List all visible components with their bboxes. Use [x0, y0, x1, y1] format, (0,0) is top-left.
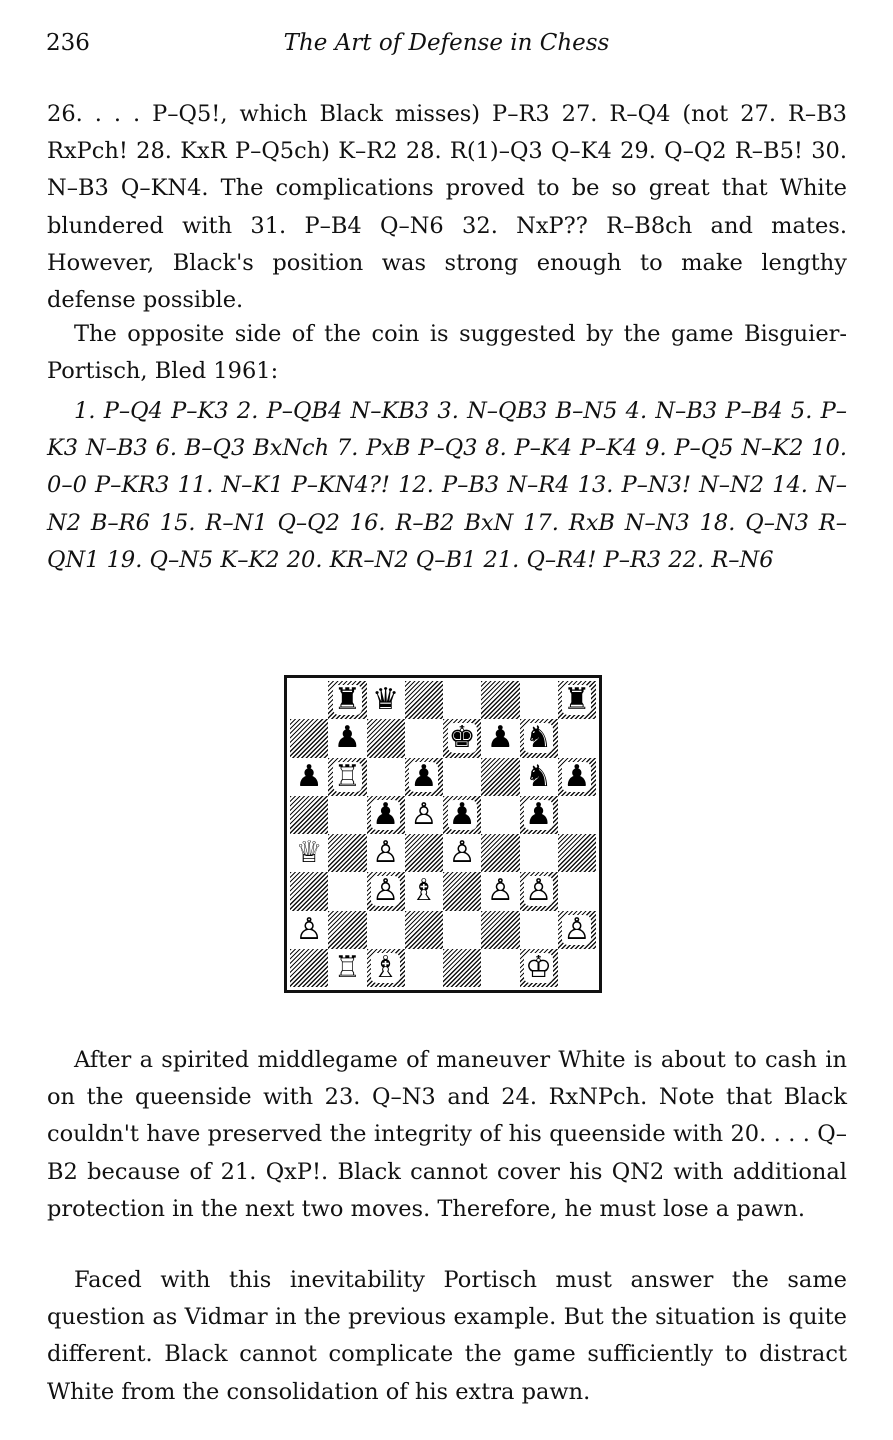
chess-diagram	[284, 675, 602, 993]
white-pawn-icon: ♙	[486, 873, 514, 909]
board-square	[558, 911, 596, 949]
black-queen-icon: ♛	[372, 682, 400, 718]
board-square	[520, 758, 558, 796]
board-square	[328, 681, 366, 719]
board-square	[290, 796, 328, 834]
board-square	[481, 796, 519, 834]
board-square	[328, 949, 366, 987]
black-pawn-icon: ♟	[486, 720, 514, 756]
board-square	[328, 872, 366, 910]
board-square	[405, 834, 443, 872]
board-square	[443, 681, 481, 719]
paragraph-intro-bisguier-portisch: The opposite side of the coin is suggested by the game Bisguier-Portisch, Bled 1961:	[47, 321, 847, 385]
board-square	[290, 834, 328, 872]
board-square	[558, 949, 596, 987]
white-pawn-icon: ♙	[372, 873, 400, 909]
board-square	[520, 911, 558, 949]
white-pawn-icon: ♙	[563, 911, 591, 947]
board-square	[290, 758, 328, 796]
board-square	[558, 719, 596, 757]
black-rook-icon: ♜	[563, 682, 591, 718]
board-square	[367, 911, 405, 949]
board-square	[405, 949, 443, 987]
black-knight-icon: ♞	[525, 720, 553, 756]
black-pawn-icon: ♟	[372, 796, 400, 832]
board-square	[367, 719, 405, 757]
board-square	[481, 719, 519, 757]
board-square	[520, 834, 558, 872]
black-rook-icon: ♜	[333, 682, 361, 718]
board-square	[481, 834, 519, 872]
black-pawn-icon: ♟	[295, 758, 323, 794]
page-number: 236	[46, 30, 90, 56]
board-square	[290, 719, 328, 757]
white-rook-icon: ♖	[333, 758, 361, 794]
board-square	[367, 872, 405, 910]
paragraph-game-annotation: 26. . . . P–Q5!, which Black misses) P–R3 27. R–Q4 (not 27. R–B3 RxPch! 28. KxR P–Q5ch) K–R2 28. R(1)–Q3 Q–K4 29. Q–Q2 R–B5! 30. N–B3 Q–KN4. The complications proved to be so great that White blundered with 31. P–B4 Q–N6 32. NxP?? R–B8ch and mates. However, Black's position was strong enough to make lengthy defense possible.	[47, 101, 847, 314]
board-square	[443, 834, 481, 872]
board-square	[481, 872, 519, 910]
board-square	[558, 796, 596, 834]
white-king-icon: ♔	[525, 949, 553, 985]
board-square	[481, 681, 519, 719]
board-square	[405, 796, 443, 834]
board-square	[443, 758, 481, 796]
black-pawn-icon: ♟	[525, 796, 553, 832]
black-pawn-icon: ♟	[410, 758, 438, 794]
white-queen-icon: ♕	[295, 835, 323, 871]
board-square	[367, 834, 405, 872]
white-pawn-icon: ♙	[372, 835, 400, 871]
board-square	[290, 872, 328, 910]
board-square	[520, 872, 558, 910]
board-square	[520, 949, 558, 987]
board-square	[443, 949, 481, 987]
board-square	[405, 911, 443, 949]
board-square	[443, 872, 481, 910]
white-rook-icon: ♖	[333, 949, 361, 985]
black-king-icon: ♚	[448, 720, 476, 756]
board-square	[367, 949, 405, 987]
white-pawn-icon: ♙	[525, 873, 553, 909]
board-square	[481, 911, 519, 949]
board-square	[328, 758, 366, 796]
board-square	[558, 834, 596, 872]
move-list: 1. P–Q4 P–K3 2. P–QB4 N–KB3 3. N–QB3 B–N5 4. N–B3 P–B4 5. P–K3 N–B3 6. B–Q3 BxNch 7. PxB P–Q3 8. P–K4 P–K4 9. P–Q5 N–K2 10. 0–0 P–KR3 11. N–K1 P–KN4?! 12. P–B3 N–R4 13. P–N3! N–N2 14. N–N2 B–R6 15. R–N1 Q–Q2 16. R–B2 BxN 17. RxB N–N3 18. Q–N3 R–QN1 19. Q–N5 K–K2 20. KR–N2 Q–B1 21. Q–R4! P–R3 22. R–N6	[47, 398, 847, 573]
board-square	[520, 796, 558, 834]
board-square	[367, 796, 405, 834]
board-square	[405, 758, 443, 796]
black-pawn-icon: ♟	[333, 720, 361, 756]
board-square	[481, 949, 519, 987]
board-square	[328, 796, 366, 834]
white-pawn-icon: ♙	[295, 911, 323, 947]
board-square	[558, 872, 596, 910]
board-square	[405, 872, 443, 910]
board-square	[405, 719, 443, 757]
black-pawn-icon: ♟	[563, 758, 591, 794]
board-square	[290, 681, 328, 719]
board-square	[443, 719, 481, 757]
board-square	[405, 681, 443, 719]
chess-board	[290, 681, 596, 987]
black-pawn-icon: ♟	[448, 796, 476, 832]
board-square	[558, 681, 596, 719]
board-square	[328, 834, 366, 872]
paragraph-middlegame-analysis: After a spirited middlegame of maneuver White is about to cash in on the queenside with 23. Q–N3 and 24. RxNPch. Note that Black couldn't have preserved the integrity of his queenside with 20. . . . Q–B2 because of 21. QxP!. Black cannot cover his QN2 with additional protection in the next two moves. Therefore, he must lose a pawn.	[47, 1047, 847, 1222]
board-square	[443, 911, 481, 949]
board-square	[443, 796, 481, 834]
white-pawn-icon: ♙	[448, 835, 476, 871]
board-square	[520, 719, 558, 757]
board-square	[328, 911, 366, 949]
board-square	[290, 949, 328, 987]
white-bishop-icon: ♗	[372, 949, 400, 985]
board-square	[328, 719, 366, 757]
board-square	[367, 758, 405, 796]
board-square	[520, 681, 558, 719]
paragraph-portisch-question: Faced with this inevitability Portisch must answer the same question as Vidmar in the previous example. But the situation is quite different. Black cannot complicate the game sufficiently to distract White from the consolidation of his extra pawn.	[47, 1267, 847, 1405]
running-title: The Art of Defense in Chess	[283, 30, 610, 56]
board-square	[558, 758, 596, 796]
board-square	[290, 911, 328, 949]
black-knight-icon: ♞	[525, 758, 553, 794]
white-pawn-icon: ♙	[410, 796, 438, 832]
board-square	[367, 681, 405, 719]
board-square	[481, 758, 519, 796]
white-bishop-icon: ♗	[410, 873, 438, 909]
